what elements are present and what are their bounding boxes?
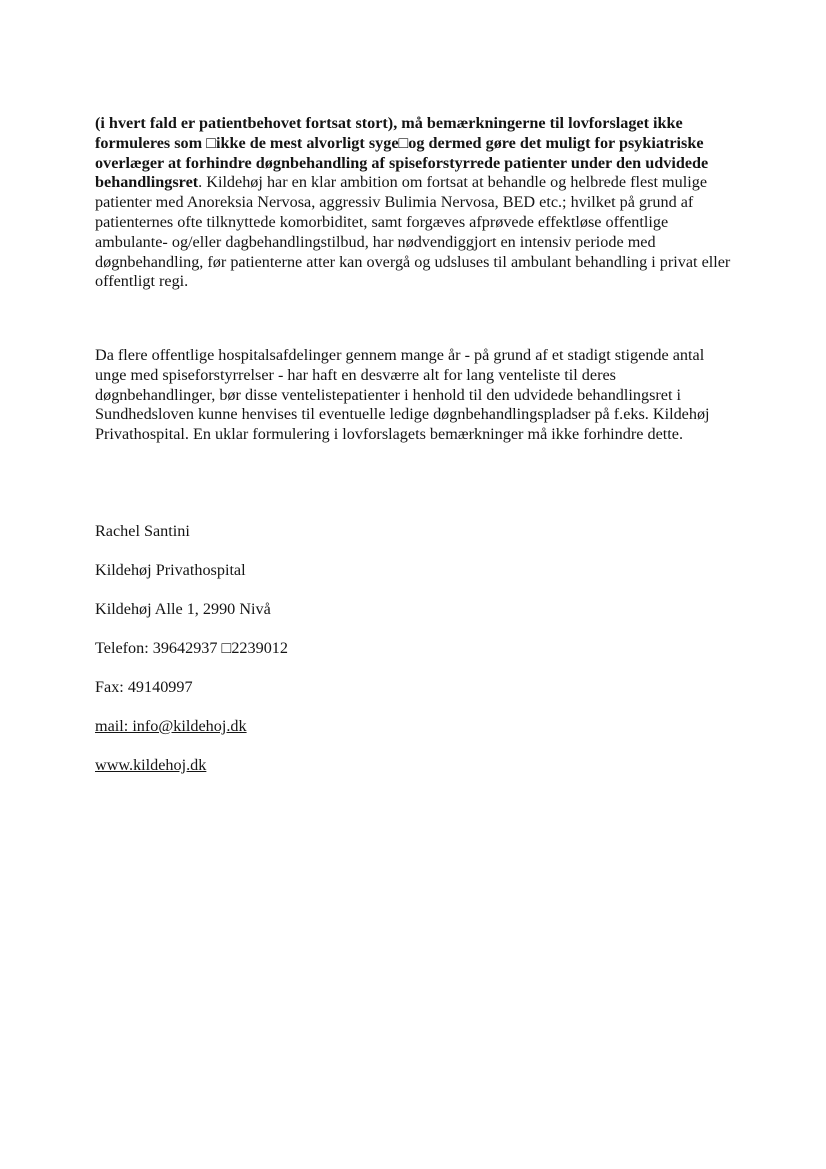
paragraph-1-continuation: . Kildehøj har en klar ambition om fortsat at behandle og helbrede flest mulige patienter med Anoreksia Nervosa, aggressiv Bulimia Nervosa, BED etc.; hvilket på grund af patienternes ofte tilknyttede komorbiditet, samt forgæves afprøvede effektløse offentlige ambulante- og/eller dagbehandlingstilbud, har nødvendiggjort en intensiv periode med døgnbehandling, før patienterne atter kan overgå og udsluses til ambulant behandling i privat eller offentligt regi. xyxy=(95,173,731,291)
signature-organization: Kildehøj Privathospital xyxy=(95,561,246,579)
signature-name: Rachel Santini xyxy=(95,522,190,540)
bold-statement: (i hvert fald er patientbehovet fortsat stort), må bemærkningerne til lovforslaget ikke formuleres som □ikke de mest alvorligt syge□og dermed gøre det muligt for psykiatriske overlæger at forhindre døgnbehandling af spiseforstyrrede patienter under den udvidede behandlingsret xyxy=(95,114,709,192)
website-link[interactable]: www.kildehoj.dk xyxy=(95,756,207,774)
body-paragraph-2: Da flere offentlige hospitalsafdelinger gennem mange år - på grund af et stadigt stigende antal unge med spiseforstyrrelser - har haft en desværre alt for lang venteliste til deres døgnbehandlinger, bør disse ventelistepatienter i henhold til den udvidede behandlingsret i Sundhedsloven kunne henvises til eventuelle ledige døgnbehandlingspladser på f.eks. Kildehøj Privathospital. En uklar formulering i lovforslagets bemærkninger må ikke forhindre dette. xyxy=(95,346,710,444)
body-paragraph-1 xyxy=(95,114,735,292)
signature-address: Kildehøj Alle 1, 2990 Nivå xyxy=(95,600,271,618)
email-link[interactable]: mail: info@kildehoj.dk xyxy=(95,717,247,735)
signature-fax: Fax: 49140997 xyxy=(95,678,193,696)
signature-phone: Telefon: 39642937 □2239012 xyxy=(95,639,288,657)
